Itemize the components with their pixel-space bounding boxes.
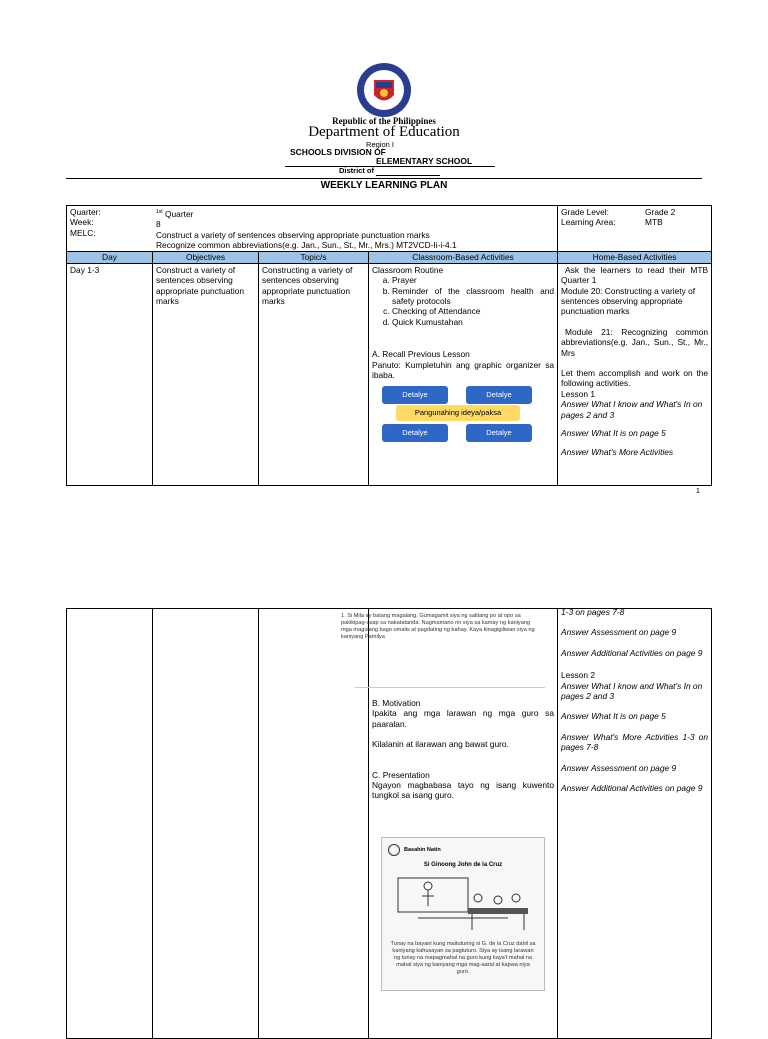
quarter-label: Quarter:	[70, 207, 101, 217]
col-classroom: Classroom-Based Activities	[369, 252, 558, 263]
melc-2: Recognize common abbreviations(e.g. Jan., Sun., St., Mr., Mrs.) MT2VCD-Ii-i-4.1	[156, 240, 457, 251]
home-cell	[558, 263, 712, 485]
motivation-title: B. Motivation	[372, 698, 421, 708]
home-text: Answer What I know and What's In on pages 2 and 3	[561, 399, 703, 420]
story-picture	[381, 837, 545, 991]
day-cell: Day 1-3	[67, 263, 153, 485]
objective-cell	[153, 609, 259, 1039]
deped-seal	[356, 62, 412, 118]
home-text: Answer What's More Activities 1-3 on pages 7-8	[561, 731, 708, 753]
classroom-cell	[341, 609, 558, 1039]
motivation-text: Ipakita ang mga larawan ng mga guro sa paaralan.	[372, 708, 554, 729]
department-title: Department of Education	[308, 124, 460, 140]
topic-cell: Constructing a variety of sentences observing appropriate punctuation marks	[259, 263, 369, 485]
home-text: Answer What's More Activities	[561, 446, 674, 457]
melc-label: MELC:	[70, 227, 96, 238]
school-text: ELEMENTARY SCHOOL	[376, 156, 473, 166]
grade-value: Grade 2	[645, 207, 676, 217]
organizer-detail: Detalye	[382, 424, 448, 442]
teacher-icon	[388, 844, 400, 856]
plan-title: WEEKLY LEARNING PLAN	[320, 180, 448, 191]
area-value: MTB	[645, 217, 663, 228]
region-text: Region I	[366, 140, 394, 149]
home-text: Answer What It is on page 5	[561, 428, 666, 439]
district-text: District of	[339, 166, 375, 175]
home-text: Answer What I know and What's In on pages 2 and 3	[561, 680, 703, 702]
home-text: Lesson 1	[561, 388, 596, 399]
home-text: Answer Additional Activities on page 9	[561, 783, 703, 794]
area-label: Learning Area:	[561, 217, 616, 228]
story-title: Si Ginoong John de la Cruz	[423, 862, 503, 868]
organizer-detail: Detalye	[466, 424, 532, 442]
grade-label: Grade Level:	[561, 207, 609, 217]
organizer-main-idea: Pangunahing ideya/paksa	[396, 405, 520, 421]
presentation-title: C. Presentation	[372, 769, 430, 780]
home-text: Module 20: Constructing a variety of sentences observing appropriate punctuation marks	[561, 285, 696, 317]
motivation-text-2: Kilalanin at ilarawan ang bawat guro.	[372, 739, 509, 750]
story-banner: Basahin Natin	[404, 846, 441, 853]
col-objectives: Objectives	[153, 252, 259, 263]
graphic-organizer	[372, 384, 554, 454]
recall-text: Panuto: Kumpletuhin ang graphic organizer sa ibaba.	[372, 359, 555, 381]
routine-title: Classroom Routine	[372, 264, 444, 275]
quarter-value: Quarter	[165, 208, 194, 219]
division-text: SCHOOLS DIVISION OF	[290, 147, 386, 157]
home-text: Answer Additional Activities on page 9	[561, 647, 703, 658]
home-text: 1-3 on pages 7-8	[561, 607, 625, 617]
routine-item: c. Checking of Attendance	[392, 306, 554, 316]
week-value: 8	[156, 219, 161, 230]
day-cell	[67, 609, 153, 1039]
recall-title: A. Recall Previous Lesson	[372, 349, 470, 360]
objective-cell: Construct a variety of sentences observing appropriate punctuation marks	[153, 263, 259, 485]
passage-image	[341, 613, 551, 683]
home-text: Answer What It is on page 5	[561, 711, 666, 722]
routine-list	[372, 275, 554, 327]
home-text: Lesson 2	[561, 670, 595, 681]
home-cell	[558, 609, 712, 1039]
week-label: Week:	[70, 217, 94, 228]
col-topics: Topic/s	[259, 252, 369, 263]
weekly-plan-table	[66, 205, 712, 486]
home-text: Module 21: Recognizing common abbreviations(e.g. Jan., Sun., St., Mr., Mrs	[561, 326, 709, 358]
home-text: Ask the learners to read their MTB Quarter 1	[561, 264, 709, 286]
routine-item: b. Reminder of the classroom health and safety protocols	[392, 286, 554, 307]
page-number: 1	[696, 488, 700, 495]
home-text: Answer Assessment on page 9	[561, 627, 677, 638]
melc-1: Construct a variety of sentences observing appropriate punctuation marks	[156, 229, 430, 240]
info-cell-left	[67, 206, 558, 252]
info-cell-right	[558, 206, 712, 252]
classroom-cell	[369, 263, 558, 485]
routine-item: d. Quick Kumustahan	[392, 317, 554, 327]
weekly-plan-table-continued	[66, 608, 712, 1039]
classroom-illustration	[388, 872, 538, 936]
routine-item: a. Prayer	[392, 275, 554, 285]
story-caption: Tunay na bayani kung maituturing si G. de la Cruz dahil sa kaniyang kahusayan sa pagtuturo. Siya ay isang larawan ng tunay na mapagmahal na guro kung kaya't mahal na mahal siya ng kaniyang mga mag-aaral at kapwa niya guro.	[390, 940, 536, 975]
home-text: Answer Assessment on page 9	[561, 762, 677, 773]
organizer-detail: Detalye	[466, 386, 532, 404]
home-text: Let them accomplish and work on the following activities.	[561, 368, 709, 389]
quarter-sup: 1st	[156, 209, 163, 215]
presentation-text: Ngayon magbabasa tayo ng isang kuwento tungkol sa isang guro.	[372, 780, 554, 801]
col-home: Home-Based Activities	[558, 252, 712, 263]
republic-text: Republic of the Philippines	[332, 116, 436, 126]
col-day: Day	[67, 252, 153, 263]
organizer-detail: Detalye	[382, 386, 448, 404]
passage-text: 1. Si Mila ay batang magalang. Gumagamit siya ng salitang po at opo sa pakikipag-usap sa nakatatanda. Nagmamano rin siya sa kamay ng kaniyang mga magulang bago umalis at pagdating ng bahay. Kaya kinagigiliwan siya ng kaniyang Pamilya	[341, 613, 535, 640]
